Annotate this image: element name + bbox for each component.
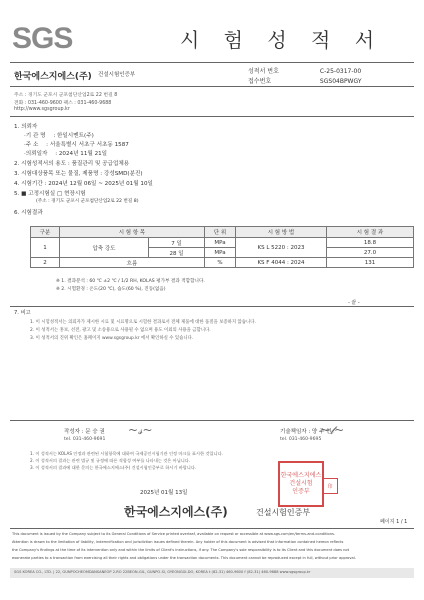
company-seal <box>278 461 324 507</box>
test-method: KS L 5220 : 2023 <box>236 238 327 258</box>
footnote-line: 3. 이 성적서의 결과에 대한 문의는 한국에스지에스(주) 건설시험인증부로 하시기 바랍니다. <box>30 465 197 470</box>
client-org-label: ·기 관 명 <box>24 133 46 139</box>
column-header: 단 위 <box>205 227 236 238</box>
client-address-label: ·주 소 <box>24 142 39 148</box>
company-name: 한국에스지에스(주) <box>14 72 92 82</box>
test-result: 18.8 <box>327 238 414 248</box>
column-header: 구분 <box>31 227 60 238</box>
seal-text: 한국에스지에스 <box>280 472 322 479</box>
purpose-row <box>14 159 129 167</box>
column-header: 시 험 항 목 <box>60 227 205 238</box>
receipt-number <box>248 76 362 85</box>
divider <box>10 420 414 421</box>
website-line: http://www.sgsgroup.kr <box>14 107 70 112</box>
note-line: ※ 1. 결과분석 : 60 ℃ ±2 ℃ / 1/2 RH, KOLAS 평가부 결과 적합합니다. <box>56 279 205 284</box>
seal-text: 건설시험 <box>289 480 313 487</box>
row-number: 1 <box>31 238 60 258</box>
note-line: ※ 2. 시험환경 : 온도(20 ℃), 습도(60 %), 진동(없음) <box>56 287 166 292</box>
seal-text: 인증부 <box>292 488 310 495</box>
period-row <box>14 179 153 187</box>
method-address: (주소 : 경기도 군포시 군포첨단산업2로 22 번길 8) <box>36 199 139 204</box>
client-date-label: ·의뢰일자 <box>24 151 48 157</box>
divider <box>10 306 414 307</box>
unit: MPa <box>205 248 236 258</box>
client-date-value: : 2024년 11월 21일 <box>55 151 108 157</box>
test-subitem: 7 일 <box>149 238 205 248</box>
report-number <box>248 66 361 75</box>
author-signature: ~𝓈~ <box>128 423 153 437</box>
client-org-value: : 한일시멘트(주) <box>53 133 94 139</box>
terms-line: exonerate parties to a transaction from exercising all their rights and obligations under the transaction documents. This document cannot be reproduced except in full, without prior approval. <box>12 556 356 560</box>
terms-line: Attention is drawn to the limitation of liability, indemnification and jurisdiction issues defined therein. Any holder of this document is advised that information contained hereon reflects <box>12 540 344 544</box>
client-address-value: : 서울특별시 서초구 서초동 1587 <box>46 142 129 148</box>
author-tel: tel. 031-460-9691 <box>64 437 106 442</box>
document-title: 시 험 성 적 서 <box>180 28 384 52</box>
table-row <box>31 258 414 268</box>
item-number: 6. <box>14 210 20 216</box>
item-number: 5. <box>14 191 20 197</box>
item-number: 4. <box>14 181 20 187</box>
client-org <box>24 131 94 139</box>
footer-bar <box>10 568 414 578</box>
approval-stamp: 印 <box>322 478 338 494</box>
remark-line: 2. 이 성적서는 홍보, 선전, 광고 및 소송용으로 사용될 수 없으며 용도 이외의 사용을 금합니다. <box>30 328 211 333</box>
terms-line: the Company's findings at the time of its intervention only and within the limits of Client's instructions, if any. The Company's sole responsibility is to its Client and this document does not <box>12 548 350 552</box>
unit: MPa <box>205 238 236 248</box>
remarks-title: 7. 비고 <box>14 310 31 316</box>
tech-manager-tel: tel. 031-460-9695 <box>280 437 322 442</box>
footnote-line: 1. 이 성적서는 KOLAS 인정과 관련된 시험항목에 대하여 국제공인시험기관 인정 마크를 표시한 것입니다. <box>30 451 223 456</box>
item-number: 2. <box>14 161 20 167</box>
divider <box>10 116 414 117</box>
client-date <box>24 149 107 157</box>
issue-date: 2025년 01월 13일 <box>140 490 188 496</box>
test-item: 압축 강도 <box>60 238 149 258</box>
results-table <box>30 226 414 268</box>
item-value: ■ 고정시험실 □ 현장시험 <box>21 191 86 197</box>
receipt-number-label: 접수번호 <box>248 78 272 85</box>
item-label: 시험결과 <box>21 210 43 216</box>
item-value: : 품질관리 및 공급업체용 <box>67 161 130 167</box>
table-row <box>31 238 414 248</box>
item-label: 시험대상품목 또는 물질, 제품명 <box>21 171 99 177</box>
end-mark: - 끝 - <box>348 300 360 306</box>
test-subitem: 28 일 <box>149 248 205 258</box>
unit: % <box>205 258 236 268</box>
issuer-department: 건설시험인증부 <box>256 508 311 517</box>
test-item: 흐름 <box>60 258 205 268</box>
item-value: : 강성SMD(분진) <box>100 171 143 177</box>
report-number-value: C-25-0317-00 <box>319 68 362 75</box>
issuer-name: 한국에스지에스(주) <box>124 505 228 519</box>
test-method: KS F 4044 : 2024 <box>236 258 327 268</box>
phone-line: 전화 : 031-460-9600 팩스 : 031-460-9688 <box>14 101 112 106</box>
address-line: 주소 : 경기도 군포시 군포첨단산업2로 22 번길 8 <box>14 93 118 98</box>
tech-manager-signature: ~𝓉~ <box>320 423 345 437</box>
method-row <box>14 189 86 197</box>
remark-line: 1. 이 시험성적서는 의뢰자가 제시한 시료 및 시료명으로 시험한 결과로서 전체 제품에 대한 품질을 보증하지 않습니다. <box>30 320 256 325</box>
author-label: 작성자 : 문 승 권 <box>64 429 105 435</box>
client-section-title: 1. 의뢰자 <box>14 124 38 130</box>
report-number-label: 성적서 번호 <box>248 68 279 75</box>
client-address <box>24 140 129 148</box>
divider <box>10 86 414 87</box>
item-number: 3. <box>14 171 20 177</box>
company-department: 건설시험인증부 <box>98 72 136 78</box>
results-row <box>14 208 43 216</box>
footer-contact: SGS KOREA CO., LTD. | 22, GUNPOCHEOMDANSANEOP 2-RO 22BEON-GIL, GUNPO-SI, GYEONGGI-DO, KOREA t (82-31) 460-9600 f (82-31) 460-9688 www.sgsgroup.kr <box>14 570 311 574</box>
item-label: 시험성적서의 용도 <box>21 161 67 167</box>
item-value: : 2024년 12월 06일 ~ 2025년 01월 10일 <box>44 181 153 187</box>
item-label: 시험기간 <box>21 181 43 187</box>
terms-line: This document is issued by the Company subject to its General Conditions of Service printed overleaf, available on request or accessible at www.sgs.com/en/terms-and-conditions. <box>12 532 336 536</box>
column-header: 시 험 방 법 <box>236 227 327 238</box>
test-result: 131 <box>327 258 414 268</box>
tech-manager-label: 기술책임자 : 양 주 현 <box>280 429 332 435</box>
footnote-line: 2. 이 성적서의 결과는 관련 법규 및 규정에 따른 적합성 여부를 나타내는 것은 아닙니다. <box>30 458 191 463</box>
table-header-row <box>31 227 414 238</box>
divider <box>10 62 414 63</box>
sgs-logo: SGS <box>12 22 73 55</box>
remark-line: 3. 이 성적서의 진위 확인은 홈페이지 www.sgsgroup.kr 에서 확인하실 수 있습니다. <box>30 336 194 341</box>
divider <box>10 528 414 529</box>
receipt-number-value: SGS04BPWGY <box>319 78 362 85</box>
column-header: 시 험 결 과 <box>327 227 414 238</box>
test-result: 27.0 <box>327 248 414 258</box>
row-number: 2 <box>31 258 60 268</box>
subject-row <box>14 169 143 177</box>
page-number: 페이지 1 / 1 <box>380 519 408 525</box>
